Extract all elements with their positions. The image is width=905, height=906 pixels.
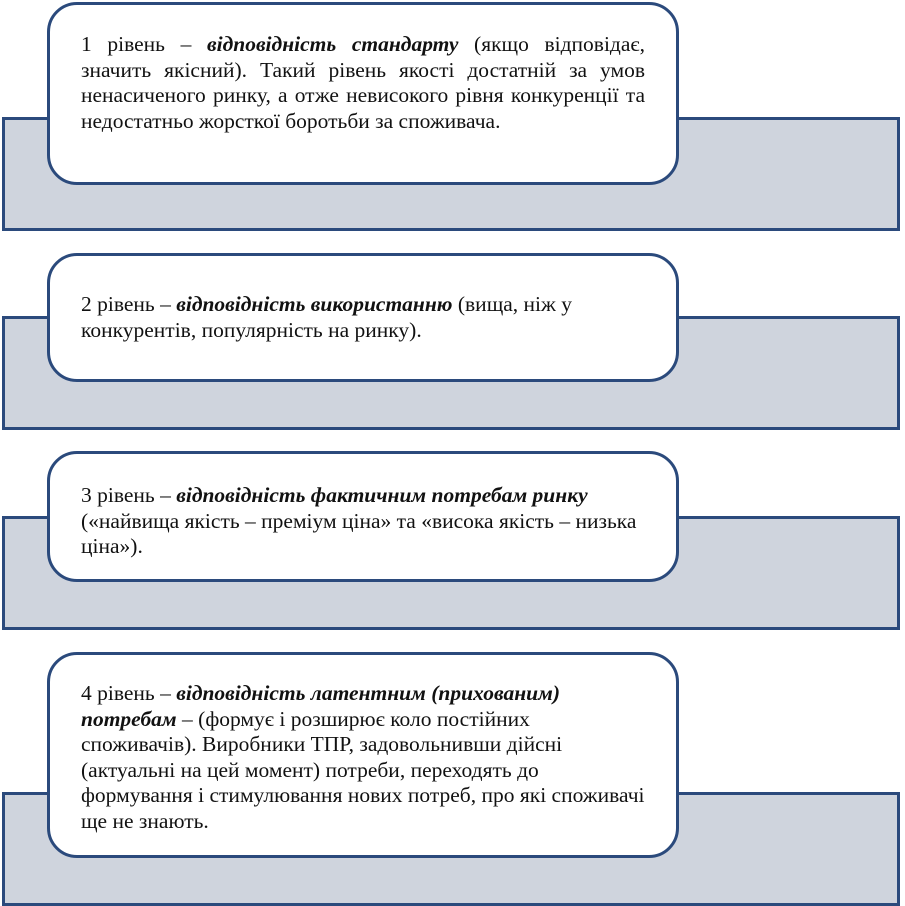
level-3-text: 3 рівень – відповідність фактичним потребам ринку («найвища якість – преміум ціна» та «висока якість – низька ціна»). <box>81 483 637 558</box>
level-1-card <box>47 2 679 185</box>
level-3-card <box>47 451 679 582</box>
level-1-text: 1 рівень – відповідність стандарту (якщо відповідає, значить якісний). Такий рівень якості достатній за умов ненасиченого ринку, а отже невисокого рівня конкуренції та недостатньо жорсткої боротьби за споживача. <box>81 32 645 133</box>
level-4-emphasis: відповідність латентним (прихованим) потребам <box>81 681 561 731</box>
level-4-text: 4 рівень – відповідність латентним (прихованим) потребам – (формує і розширює коло постійних споживачів). Виробники ТПР, задовольнивши дійсні (актуальні на цей момент) потреби, переходять до формування і стимулювання нових потреб, про які споживачі ще не знають. <box>81 681 645 833</box>
level-4-card <box>47 652 679 858</box>
level-2-emphasis: відповідність використанню <box>176 292 453 316</box>
level-2-card <box>47 253 679 382</box>
level-2-text: 2 рівень – відповідність використанню (вища, ніж у конкурентів, популярність на ринку). <box>81 292 572 342</box>
level-3-emphasis: відповідність фактичним потребам ринку <box>176 483 588 507</box>
level-1-emphasis: відповідність стандарту <box>207 32 459 56</box>
